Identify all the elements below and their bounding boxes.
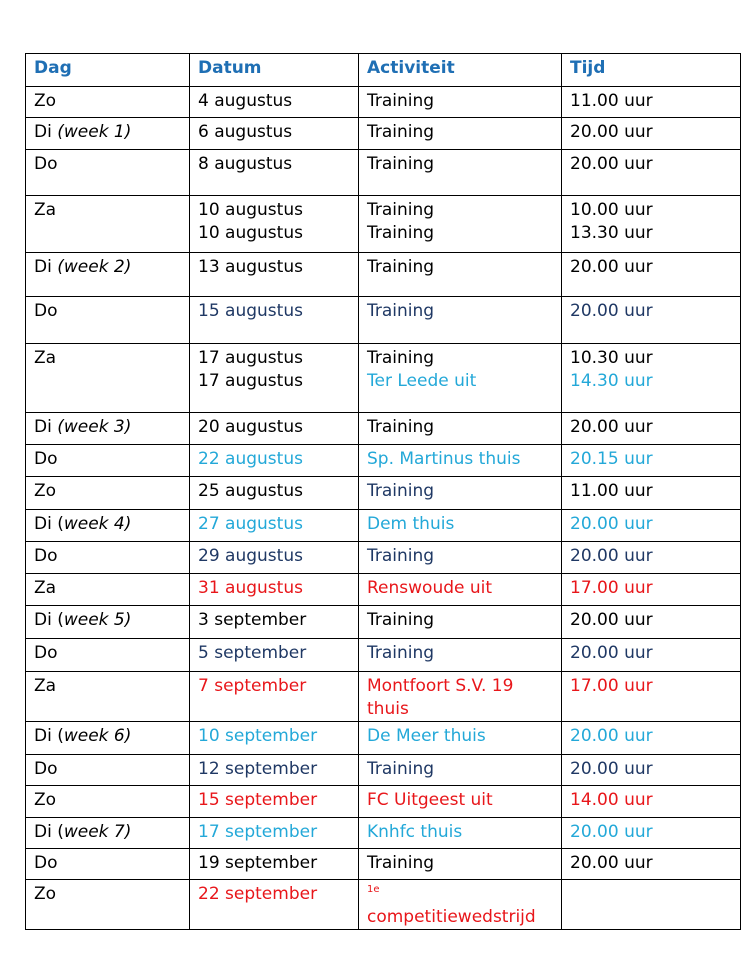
- dag-text: Do: [34, 643, 58, 663]
- datum-text: 6 augustus: [198, 122, 293, 142]
- cell-dag: [26, 849, 190, 880]
- cell-activiteit: [359, 344, 562, 413]
- tijd-text: 14.00 uur: [570, 790, 653, 810]
- cell-dag: [26, 542, 190, 574]
- cell-datum: [190, 87, 359, 118]
- cell-datum: [190, 477, 359, 510]
- activiteit-text: Dem thuis: [367, 514, 455, 534]
- activiteit-text: Ter Leede uit: [367, 371, 477, 391]
- cell-tijd: [562, 297, 741, 344]
- dag-text: Zo: [34, 884, 57, 904]
- cell-dag: [26, 297, 190, 344]
- cell-tijd: [562, 639, 741, 672]
- schedule-body: [26, 87, 741, 930]
- cell-activiteit: [359, 786, 562, 818]
- activiteit-text: Training: [367, 610, 435, 630]
- cell-datum: [190, 722, 359, 755]
- cell-tijd: [562, 253, 741, 297]
- datum-text: 17 september: [198, 822, 318, 842]
- dag-text: Do: [34, 449, 58, 469]
- cell-tijd: [562, 755, 741, 786]
- datum-text: 5 september: [198, 643, 307, 663]
- datum-text: 31 augustus: [198, 578, 303, 598]
- datum-text: 15 augustus: [198, 301, 303, 321]
- table-row: [26, 344, 741, 413]
- tijd-text: 20.00 uur: [570, 154, 653, 174]
- datum-text: 20 augustus: [198, 417, 303, 437]
- cell-tijd: [562, 786, 741, 818]
- datum-text: 7 september: [198, 676, 307, 696]
- table-row: [26, 755, 741, 786]
- table-row: [26, 118, 741, 150]
- cell-dag: [26, 150, 190, 196]
- cell-tijd: [562, 150, 741, 196]
- datum-text: 15 september: [198, 790, 318, 810]
- cell-activiteit: [359, 574, 562, 606]
- tijd-text: 11.00 uur: [570, 91, 653, 111]
- cell-datum: [190, 150, 359, 196]
- dag-text: Di: [34, 122, 52, 142]
- cell-activiteit: [359, 445, 562, 477]
- tijd-text: 20.00 uur: [570, 726, 653, 746]
- dag-text: Za: [34, 676, 57, 696]
- cell-activiteit: [359, 510, 562, 542]
- datum-text: 29 augustus: [198, 546, 303, 566]
- activiteit-text: Training: [367, 546, 435, 566]
- week-label: (week 3): [57, 417, 132, 437]
- header-datum: Datum: [190, 54, 359, 87]
- cell-datum: [190, 639, 359, 672]
- dag-text: Di (: [34, 610, 64, 630]
- cell-tijd: [562, 880, 741, 930]
- table-row: [26, 87, 741, 118]
- cell-dag: [26, 606, 190, 639]
- activiteit-text: Training: [367, 301, 435, 321]
- week-label: week 7): [63, 822, 132, 842]
- cell-datum: [190, 574, 359, 606]
- activiteit-text: Training: [367, 257, 435, 277]
- dag-text: Za: [34, 200, 57, 220]
- dag-text: Do: [34, 853, 58, 873]
- datum-text: 22 augustus: [198, 449, 303, 469]
- table-row: [26, 413, 741, 445]
- tijd-text: 20.00 uur: [570, 514, 653, 534]
- cell-activiteit: [359, 150, 562, 196]
- datum-text: 10 september: [198, 726, 318, 746]
- table-row: [26, 477, 741, 510]
- table-row: [26, 818, 741, 849]
- datum-text: 10 augustus: [198, 223, 303, 243]
- cell-dag: [26, 755, 190, 786]
- cell-activiteit: [359, 639, 562, 672]
- cell-datum: [190, 606, 359, 639]
- header-activiteit: Activiteit: [359, 54, 562, 87]
- cell-dag: [26, 639, 190, 672]
- datum-text: 17 augustus: [198, 371, 303, 391]
- cell-dag: [26, 413, 190, 445]
- cell-datum: [190, 672, 359, 722]
- tijd-text: 20.00 uur: [570, 546, 653, 566]
- cell-datum: [190, 196, 359, 253]
- activiteit-text: Montfoort S.V. 19 thuis: [367, 676, 514, 719]
- cell-dag: [26, 196, 190, 253]
- dag-text: Di (: [34, 726, 64, 746]
- table-row: [26, 722, 741, 755]
- cell-dag: [26, 445, 190, 477]
- datum-text: 25 augustus: [198, 481, 303, 501]
- table-row: [26, 880, 741, 930]
- week-label: (week 1): [57, 122, 132, 142]
- tijd-text: 11.00 uur: [570, 481, 653, 501]
- activiteit-text: Training: [367, 853, 435, 873]
- cell-dag: [26, 672, 190, 722]
- dag-text: Za: [34, 348, 57, 368]
- week-label: (week 2): [57, 257, 132, 277]
- cell-datum: [190, 818, 359, 849]
- dag-text: Zo: [34, 790, 57, 810]
- cell-tijd: [562, 849, 741, 880]
- cell-activiteit: [359, 849, 562, 880]
- dag-text: Do: [34, 546, 58, 566]
- cell-tijd: [562, 413, 741, 445]
- datum-text: 4 augustus: [198, 91, 293, 111]
- table-row: [26, 510, 741, 542]
- activiteit-text: Training: [367, 200, 435, 220]
- datum-text: 3 september: [198, 610, 307, 630]
- header-row: [26, 54, 741, 87]
- dag-text: Do: [34, 759, 58, 779]
- cell-tijd: [562, 477, 741, 510]
- header-tijd: Tijd: [562, 54, 741, 87]
- cell-dag: [26, 786, 190, 818]
- table-row: [26, 849, 741, 880]
- cell-datum: [190, 786, 359, 818]
- tijd-text: 20.00 uur: [570, 122, 653, 142]
- cell-activiteit: [359, 297, 562, 344]
- tijd-text: 20.00 uur: [570, 257, 653, 277]
- cell-datum: [190, 413, 359, 445]
- tijd-text: 17.00 uur: [570, 578, 653, 598]
- cell-activiteit: [359, 672, 562, 722]
- cell-activiteit: [359, 413, 562, 445]
- datum-text: 27 augustus: [198, 514, 303, 534]
- activiteit-text: FC Uitgeest uit: [367, 790, 493, 810]
- cell-dag: [26, 344, 190, 413]
- cell-dag: [26, 818, 190, 849]
- table-row: [26, 196, 741, 253]
- tijd-text: 10.30 uur: [570, 348, 653, 368]
- tijd-text: 14.30 uur: [570, 371, 653, 391]
- tijd-text: 20.00 uur: [570, 643, 653, 663]
- tijd-text: 20.00 uur: [570, 853, 653, 873]
- week-label: week 5): [63, 610, 132, 630]
- datum-text: 10 augustus: [198, 200, 303, 220]
- activiteit-text: Training: [367, 154, 435, 174]
- cell-activiteit: [359, 477, 562, 510]
- activiteit-text: Training: [367, 643, 435, 663]
- header-dag: Dag: [26, 54, 190, 87]
- table-row: [26, 639, 741, 672]
- cell-dag: [26, 722, 190, 755]
- dag-text: Di: [34, 417, 52, 437]
- cell-tijd: [562, 344, 741, 413]
- activiteit-text: De Meer thuis: [367, 726, 486, 746]
- cell-dag: [26, 574, 190, 606]
- cell-datum: [190, 849, 359, 880]
- tijd-text: 20.00 uur: [570, 759, 653, 779]
- datum-text: 8 augustus: [198, 154, 293, 174]
- dag-text: Do: [34, 301, 58, 321]
- cell-datum: [190, 118, 359, 150]
- activiteit-text: Sp. Martinus thuis: [367, 449, 521, 469]
- dag-text: Di (: [34, 514, 64, 534]
- activiteit-text: Training: [367, 223, 435, 243]
- tijd-text: 20.00 uur: [570, 417, 653, 437]
- cell-dag: [26, 477, 190, 510]
- cell-dag: [26, 880, 190, 930]
- cell-tijd: [562, 672, 741, 722]
- table-row: [26, 297, 741, 344]
- cell-activiteit: [359, 196, 562, 253]
- cell-activiteit: [359, 755, 562, 786]
- datum-text: 19 september: [198, 853, 318, 873]
- cell-datum: [190, 344, 359, 413]
- cell-tijd: [562, 118, 741, 150]
- tijd-text: 17.00 uur: [570, 676, 653, 696]
- cell-activiteit: [359, 606, 562, 639]
- cell-tijd: [562, 606, 741, 639]
- cell-activiteit: [359, 118, 562, 150]
- cell-dag: [26, 253, 190, 297]
- cell-datum: [190, 253, 359, 297]
- schedule-table: [25, 53, 741, 930]
- table-row: [26, 542, 741, 574]
- cell-tijd: [562, 445, 741, 477]
- table-row: [26, 574, 741, 606]
- table-row: [26, 150, 741, 196]
- table-row: [26, 253, 741, 297]
- tijd-text: 20.00 uur: [570, 301, 653, 321]
- cell-datum: [190, 445, 359, 477]
- cell-tijd: [562, 574, 741, 606]
- activiteit-text: Renswoude uit: [367, 578, 493, 598]
- cell-datum: [190, 755, 359, 786]
- tijd-text: 20.00 uur: [570, 822, 653, 842]
- datum-text: 22 september: [198, 884, 318, 904]
- cell-datum: [190, 297, 359, 344]
- cell-activiteit: [359, 542, 562, 574]
- cell-dag: [26, 510, 190, 542]
- table-row: [26, 672, 741, 722]
- activiteit-text: Training: [367, 481, 435, 501]
- week-label: week 4): [63, 514, 132, 534]
- table-row: [26, 786, 741, 818]
- cell-tijd: [562, 510, 741, 542]
- datum-text: 13 augustus: [198, 257, 303, 277]
- cell-datum: [190, 510, 359, 542]
- cell-tijd: [562, 722, 741, 755]
- dag-text: Zo: [34, 481, 57, 501]
- cell-activiteit: [359, 87, 562, 118]
- activiteit-text: competitiewedstrijd: [367, 907, 536, 927]
- cell-tijd: [562, 87, 741, 118]
- cell-tijd: [562, 196, 741, 253]
- dag-text: Di: [34, 257, 52, 277]
- activiteit-text: Training: [367, 417, 435, 437]
- cell-activiteit: [359, 818, 562, 849]
- cell-dag: [26, 87, 190, 118]
- dag-text: Do: [34, 154, 58, 174]
- cell-datum: [190, 542, 359, 574]
- tijd-text: 20.15 uur: [570, 449, 653, 469]
- week-label: week 6): [63, 726, 132, 746]
- activiteit-text: Training: [367, 91, 435, 111]
- tijd-text: 13.30 uur: [570, 223, 653, 243]
- tijd-text: 20.00 uur: [570, 610, 653, 630]
- cell-activiteit: [359, 253, 562, 297]
- table-row: [26, 606, 741, 639]
- activiteit-text: Knhfc thuis: [367, 822, 463, 842]
- table-row: [26, 445, 741, 477]
- cell-activiteit: [359, 722, 562, 755]
- cell-dag: [26, 118, 190, 150]
- ordinal-superscript: 1e: [367, 884, 380, 895]
- activiteit-text: Training: [367, 759, 435, 779]
- tijd-text: 10.00 uur: [570, 200, 653, 220]
- dag-text: Zo: [34, 91, 57, 111]
- cell-tijd: [562, 818, 741, 849]
- activiteit-text: Training: [367, 122, 435, 142]
- cell-activiteit: [359, 880, 562, 930]
- dag-text: Za: [34, 578, 57, 598]
- activiteit-text: Training: [367, 348, 435, 368]
- cell-tijd: [562, 542, 741, 574]
- datum-text: 17 augustus: [198, 348, 303, 368]
- cell-datum: [190, 880, 359, 930]
- datum-text: 12 september: [198, 759, 318, 779]
- dag-text: Di (: [34, 822, 64, 842]
